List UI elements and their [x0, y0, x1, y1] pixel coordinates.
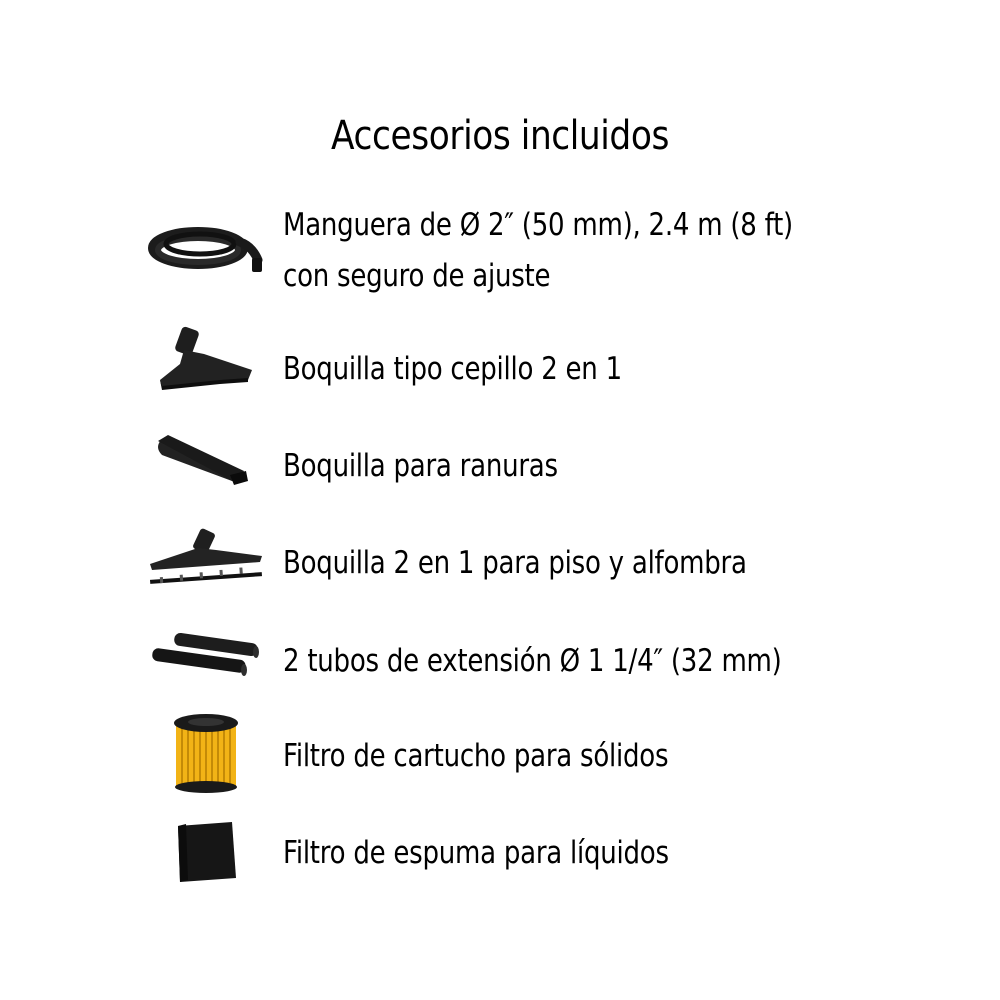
item-label	[283, 200, 793, 302]
page-title: Accesorios incluidos	[331, 113, 669, 159]
item-label: Filtro de espuma para líquidos	[283, 835, 669, 871]
crevice-nozzle-icon	[140, 427, 270, 497]
hose-icon	[140, 214, 270, 284]
foam-filter-icon	[140, 820, 270, 890]
item-label-line: con seguro de ajuste	[283, 258, 551, 294]
cartridge-filter-icon	[140, 711, 270, 797]
item-label: Boquilla 2 en 1 para piso y alfombra	[283, 545, 747, 581]
item-label: Boquilla para ranuras	[283, 448, 558, 484]
item-label: 2 tubos de extensión Ø 1 1/4″ (32 mm)	[283, 643, 782, 679]
extension-tubes-icon	[140, 630, 270, 690]
floor-nozzle-icon	[140, 528, 270, 598]
item-label: Filtro de cartucho para sólidos	[283, 738, 669, 774]
item-label-line: Manguera de Ø 2″ (50 mm), 2.4 m (8 ft)	[283, 207, 793, 243]
brush-nozzle-icon	[140, 324, 270, 404]
item-label: Boquilla tipo cepillo 2 en 1	[283, 351, 622, 387]
